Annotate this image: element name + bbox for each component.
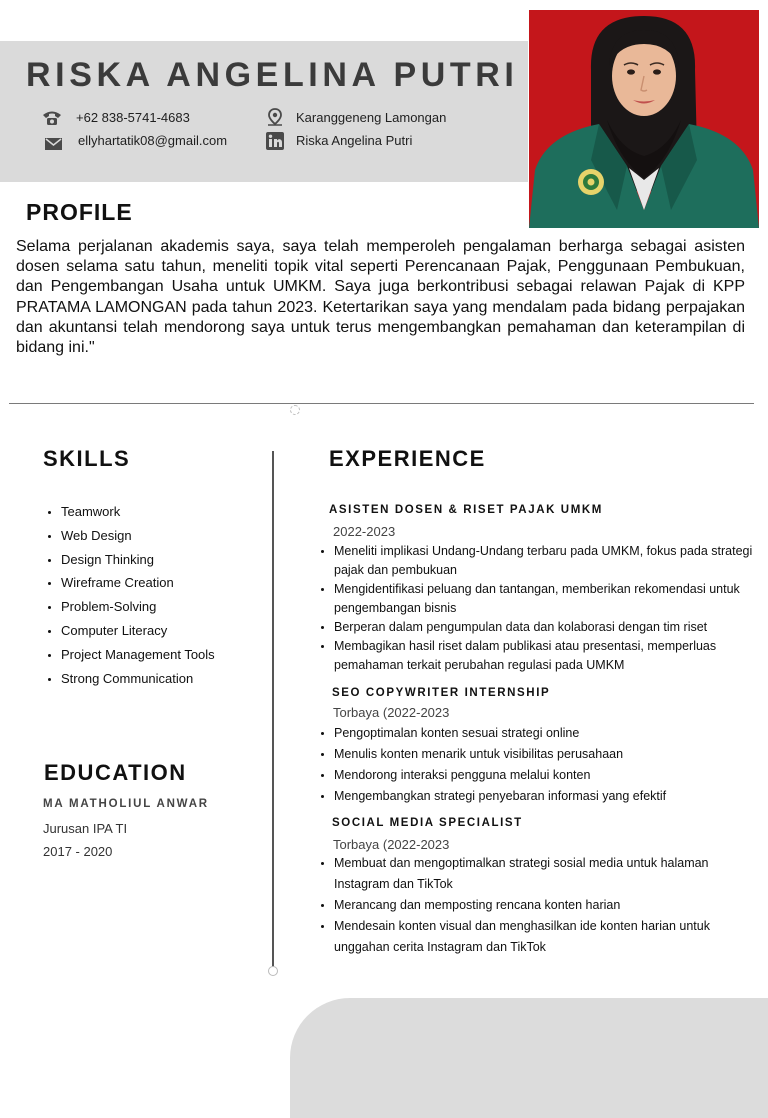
phone-number[interactable]: +62 838-5741-4683	[76, 110, 190, 125]
education-major: Jurusan IPA TI	[43, 821, 128, 836]
job-bullets	[316, 542, 764, 675]
job-period: 2022-2023	[333, 524, 396, 539]
location-pin-icon	[265, 108, 285, 126]
job-title: SEO COPYWRITER INTERNSHIP	[332, 687, 551, 699]
skill-item: • Problem-Solving	[61, 595, 215, 619]
candidate-name: RISKA ANGELINA PUTRI	[26, 56, 519, 94]
profile-heading: PROFILE	[26, 199, 133, 225]
mail-icon	[44, 136, 64, 154]
skill-item: • Project Management Tools	[61, 643, 215, 667]
linkedin-icon	[265, 132, 285, 150]
job-bullet: • Pengoptimalan konten sesuai strategi online	[334, 723, 764, 744]
job-bullets	[316, 853, 764, 958]
job-title: SOCIAL MEDIA SPECIALIST	[332, 817, 523, 829]
profile-summary: Selama perjalanan akademis saya, saya telah memperoleh pengalaman berharga sebagai asisten dosen selama satu tahun, meneliti topik vital seperti Perencanaan Pajak, Penggunaan Pembukuan, dan Pengembangan Usaha untuk UMKM. Saya juga berkontribusi sebagai relawan Pajak di KPP PRATAMA LAMONGAN pada tahun 2023. Ketertarikan saya yang mendalam pada bidang perpajakan dan akuntansi telah mendorong saya untuk terus mengembangkan pemahaman dan keterampilan di bidang ini."	[16, 238, 745, 357]
linkedin-profile[interactable]: Riska Angelina Putri	[296, 133, 413, 148]
footer-decoration	[290, 998, 768, 1118]
job-period: Torbaya (2022-2023	[333, 705, 450, 720]
job-bullet: • Mendesain konten visual dan menghasilkan ide konten harian untuk unggahan cerita Instagram dan TikTok	[334, 916, 764, 958]
job-bullet: • Meneliti implikasi Undang-Undang terbaru pada UMKM, fokus pada strategi pajak dan pembukuan	[334, 542, 764, 580]
timeline-line	[272, 451, 274, 969]
experience-heading: EXPERIENCE	[329, 446, 486, 471]
skill-item: • Wireframe Creation	[61, 571, 215, 595]
job-bullet: • Merancang dan memposting rencana konten harian	[334, 895, 764, 916]
education-years: 2017 - 2020	[43, 844, 113, 859]
section-divider	[9, 403, 754, 404]
job-bullet: • Berperan dalam pengumpulan data dan kolaborasi dengan tim riset	[334, 618, 764, 637]
location-text: Karanggeneng Lamongan	[296, 110, 447, 125]
skill-item: • Design Thinking	[61, 548, 215, 572]
timeline-end-circle	[268, 966, 278, 976]
job-period: Torbaya (2022-2023	[333, 837, 450, 852]
job-title: ASISTEN DOSEN & RISET PAJAK UMKM	[329, 504, 603, 516]
education-heading: EDUCATION	[44, 760, 187, 785]
skill-item: • Teamwork	[61, 500, 215, 524]
job-bullet: • Membagikan hasil riset dalam publikasi atau presentasi, memperluas pemahaman terkait perubahan regulasi pada UMKM	[334, 637, 764, 675]
job-bullet: • Mengidentifikasi peluang dan tantangan, memberikan rekomendasi untuk pengembangan bisnis	[334, 580, 764, 618]
divider-ornament	[290, 405, 300, 415]
skills-list	[44, 500, 215, 690]
profile-photo	[529, 10, 759, 228]
job-bullets	[316, 723, 764, 807]
job-bullet: • Menulis konten menarik untuk visibilitas perusahaan	[334, 744, 764, 765]
skill-item: • Strong Communication	[61, 667, 215, 691]
skills-heading: SKILLS	[43, 446, 131, 471]
job-bullet: • Mendorong interaksi pengguna melalui konten	[334, 765, 764, 786]
skill-item: • Web Design	[61, 524, 215, 548]
job-bullet: • Mengembangkan strategi penyebaran informasi yang efektif	[334, 786, 764, 807]
skill-item: • Computer Literacy	[61, 619, 215, 643]
job-bullet: • Membuat dan mengoptimalkan strategi sosial media untuk halaman Instagram dan TikTok	[334, 853, 764, 895]
phone-icon	[42, 109, 62, 127]
education-school: MA MATHOLIUL ANWAR	[43, 798, 209, 810]
email-address[interactable]: ellyhartatik08@gmail.com	[78, 133, 228, 148]
